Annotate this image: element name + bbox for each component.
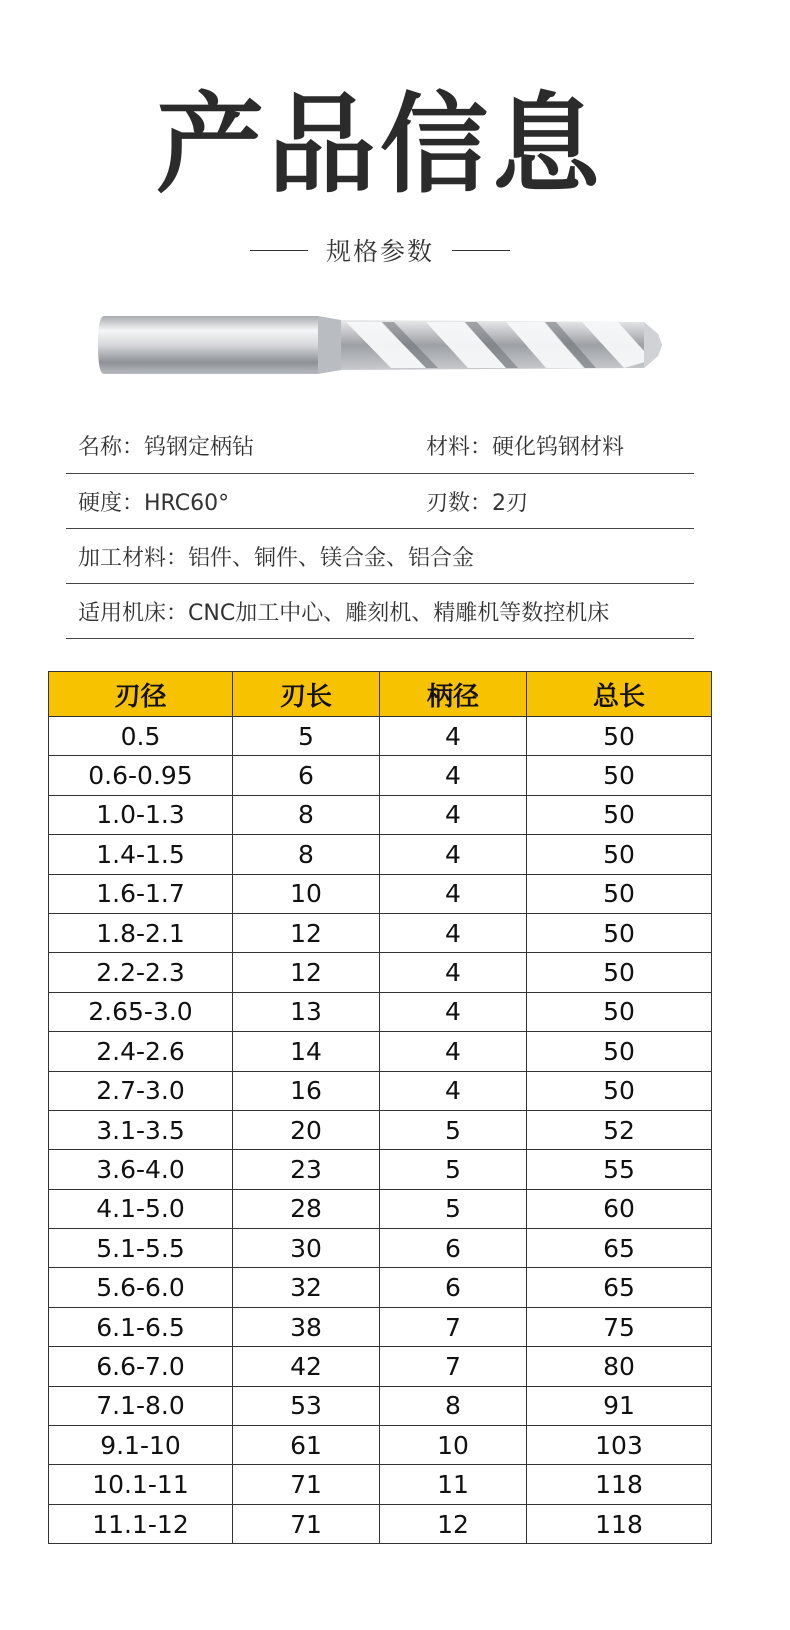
cell-shank-diameter: 4	[380, 756, 527, 795]
cell-blade-diameter: 3.1-3.5	[49, 1110, 233, 1149]
spec-flutes	[414, 486, 528, 517]
spec-key: 加工材料：	[78, 545, 189, 571]
cell-shank-diameter: 4	[380, 835, 527, 874]
cell-blade-diameter: 1.6-1.7	[49, 874, 233, 913]
spec-value: CNC加工中心、雕刻机、精雕机等数控机床	[188, 600, 610, 626]
table-row	[49, 756, 712, 795]
cell-total-length: 60	[527, 1189, 712, 1228]
table-header-row	[49, 672, 712, 717]
cell-shank-diameter: 6	[380, 1229, 527, 1268]
size-table	[48, 671, 712, 1544]
cell-total-length: 55	[527, 1150, 712, 1189]
cell-total-length: 75	[527, 1307, 712, 1346]
cell-blade-length: 14	[233, 1032, 380, 1071]
cell-total-length: 50	[527, 795, 712, 834]
spec-name	[66, 430, 414, 461]
drill-bit-image	[96, 310, 676, 380]
cell-blade-length: 12	[233, 913, 380, 952]
cell-total-length: 50	[527, 835, 712, 874]
cell-shank-diameter: 12	[380, 1504, 527, 1543]
table-row	[49, 795, 712, 834]
table-row	[49, 1347, 712, 1386]
cell-blade-length: 71	[233, 1465, 380, 1504]
cell-shank-diameter: 5	[380, 1110, 527, 1149]
cell-shank-diameter: 4	[380, 717, 527, 756]
cell-shank-diameter: 5	[380, 1189, 527, 1228]
cell-total-length: 50	[527, 874, 712, 913]
cell-blade-diameter: 6.1-6.5	[49, 1307, 233, 1346]
cell-blade-diameter: 4.1-5.0	[49, 1189, 233, 1228]
cell-total-length: 50	[527, 1032, 712, 1071]
table-row	[49, 835, 712, 874]
spec-key: 适用机床：	[78, 600, 189, 626]
divider-right	[452, 250, 510, 251]
cell-shank-diameter: 4	[380, 795, 527, 834]
table-row	[49, 1426, 712, 1465]
col-header-shank-diameter: 柄径	[380, 672, 527, 717]
cell-blade-diameter: 1.4-1.5	[49, 835, 233, 874]
cell-blade-length: 30	[233, 1229, 380, 1268]
cell-total-length: 52	[527, 1110, 712, 1149]
subtitle-row	[0, 232, 760, 268]
table-row	[49, 1032, 712, 1071]
cell-total-length: 50	[527, 717, 712, 756]
cell-blade-diameter: 5.1-5.5	[49, 1229, 233, 1268]
table-row	[49, 1386, 712, 1425]
cell-shank-diameter: 7	[380, 1307, 527, 1346]
cell-blade-diameter: 3.6-4.0	[49, 1150, 233, 1189]
table-row	[49, 1189, 712, 1228]
spec-machine	[66, 596, 694, 627]
cell-total-length: 118	[527, 1504, 712, 1543]
cell-blade-diameter: 9.1-10	[49, 1426, 233, 1465]
cell-total-length: 91	[527, 1386, 712, 1425]
cell-blade-diameter: 0.5	[49, 717, 233, 756]
cell-shank-diameter: 4	[380, 953, 527, 992]
cell-blade-length: 10	[233, 874, 380, 913]
cell-shank-diameter: 5	[380, 1150, 527, 1189]
table-row	[49, 953, 712, 992]
table-row	[49, 1504, 712, 1543]
cell-shank-diameter: 7	[380, 1347, 527, 1386]
spec-material	[414, 430, 624, 461]
cell-blade-diameter: 0.6-0.95	[49, 756, 233, 795]
table-row	[49, 1110, 712, 1149]
cell-total-length: 50	[527, 1071, 712, 1110]
cell-blade-diameter: 6.6-7.0	[49, 1347, 233, 1386]
cell-blade-length: 16	[233, 1071, 380, 1110]
spec-work-material	[66, 541, 694, 572]
cell-blade-diameter: 5.6-6.0	[49, 1268, 233, 1307]
cell-blade-length: 61	[233, 1426, 380, 1465]
spec-row	[66, 474, 694, 529]
cell-shank-diameter: 11	[380, 1465, 527, 1504]
table-row	[49, 1071, 712, 1110]
spec-hardness	[66, 486, 414, 517]
cell-shank-diameter: 4	[380, 913, 527, 952]
cell-shank-diameter: 4	[380, 1071, 527, 1110]
cell-blade-length: 38	[233, 1307, 380, 1346]
cell-blade-diameter: 1.0-1.3	[49, 795, 233, 834]
subtitle: 规格参数	[325, 237, 434, 266]
cell-blade-diameter: 2.65-3.0	[49, 992, 233, 1031]
spec-key: 材料：	[426, 435, 493, 460]
spec-row	[66, 418, 694, 474]
cell-blade-length: 13	[233, 992, 380, 1031]
cell-blade-diameter: 2.4-2.6	[49, 1032, 233, 1071]
cell-shank-diameter: 10	[380, 1426, 527, 1465]
spec-value: 硬化钨钢材料	[492, 435, 625, 460]
cell-blade-length: 42	[233, 1347, 380, 1386]
cell-blade-length: 71	[233, 1504, 380, 1543]
cell-total-length: 50	[527, 913, 712, 952]
cell-blade-diameter: 2.7-3.0	[49, 1071, 233, 1110]
cell-shank-diameter: 6	[380, 1268, 527, 1307]
cell-blade-length: 32	[233, 1268, 380, 1307]
spec-value: HRC60°	[144, 490, 230, 516]
table-row	[49, 1307, 712, 1346]
spec-value: 2刃	[492, 490, 529, 516]
table-row	[49, 913, 712, 952]
spec-row	[66, 584, 694, 639]
cell-blade-length: 12	[233, 953, 380, 992]
spec-list	[66, 418, 694, 639]
table-row	[49, 1229, 712, 1268]
cell-blade-diameter: 7.1-8.0	[49, 1386, 233, 1425]
table-row	[49, 717, 712, 756]
cell-shank-diameter: 4	[380, 992, 527, 1031]
cell-total-length: 65	[527, 1268, 712, 1307]
page-title: 产品信息	[155, 83, 604, 208]
cell-blade-length: 8	[233, 835, 380, 874]
spec-value: 钨钢定柄钻	[144, 435, 255, 460]
cell-blade-length: 8	[233, 795, 380, 834]
cell-total-length: 50	[527, 953, 712, 992]
cell-total-length: 50	[527, 756, 712, 795]
cell-blade-diameter: 11.1-12	[49, 1504, 233, 1543]
cell-shank-diameter: 4	[380, 874, 527, 913]
col-header-blade-length: 刃长	[233, 672, 380, 717]
cell-blade-diameter: 10.1-11	[49, 1465, 233, 1504]
spec-key: 硬度：	[78, 490, 145, 516]
cell-total-length: 103	[527, 1426, 712, 1465]
table-body	[49, 717, 712, 1544]
spec-row	[66, 529, 694, 584]
spec-value: 铝件、铜件、镁合金、铝合金	[188, 545, 475, 571]
spec-key: 名称：	[78, 435, 145, 460]
cell-blade-length: 28	[233, 1189, 380, 1228]
cell-blade-diameter: 2.2-2.3	[49, 953, 233, 992]
table-row	[49, 1465, 712, 1504]
cell-total-length: 65	[527, 1229, 712, 1268]
table-row	[49, 874, 712, 913]
cell-shank-diameter: 4	[380, 1032, 527, 1071]
cell-blade-length: 53	[233, 1386, 380, 1425]
divider-left	[250, 250, 308, 251]
col-header-blade-diameter: 刃径	[49, 672, 233, 717]
table-row	[49, 1268, 712, 1307]
cell-shank-diameter: 8	[380, 1386, 527, 1425]
cell-blade-length: 6	[233, 756, 380, 795]
table-row	[49, 1150, 712, 1189]
cell-blade-diameter: 1.8-2.1	[49, 913, 233, 952]
cell-total-length: 118	[527, 1465, 712, 1504]
cell-total-length: 50	[527, 992, 712, 1031]
table-row	[49, 992, 712, 1031]
cell-blade-length: 20	[233, 1110, 380, 1149]
cell-blade-length: 23	[233, 1150, 380, 1189]
cell-total-length: 80	[527, 1347, 712, 1386]
spec-key: 刃数：	[426, 490, 493, 516]
cell-blade-length: 5	[233, 717, 380, 756]
col-header-total-length: 总长	[527, 672, 712, 717]
